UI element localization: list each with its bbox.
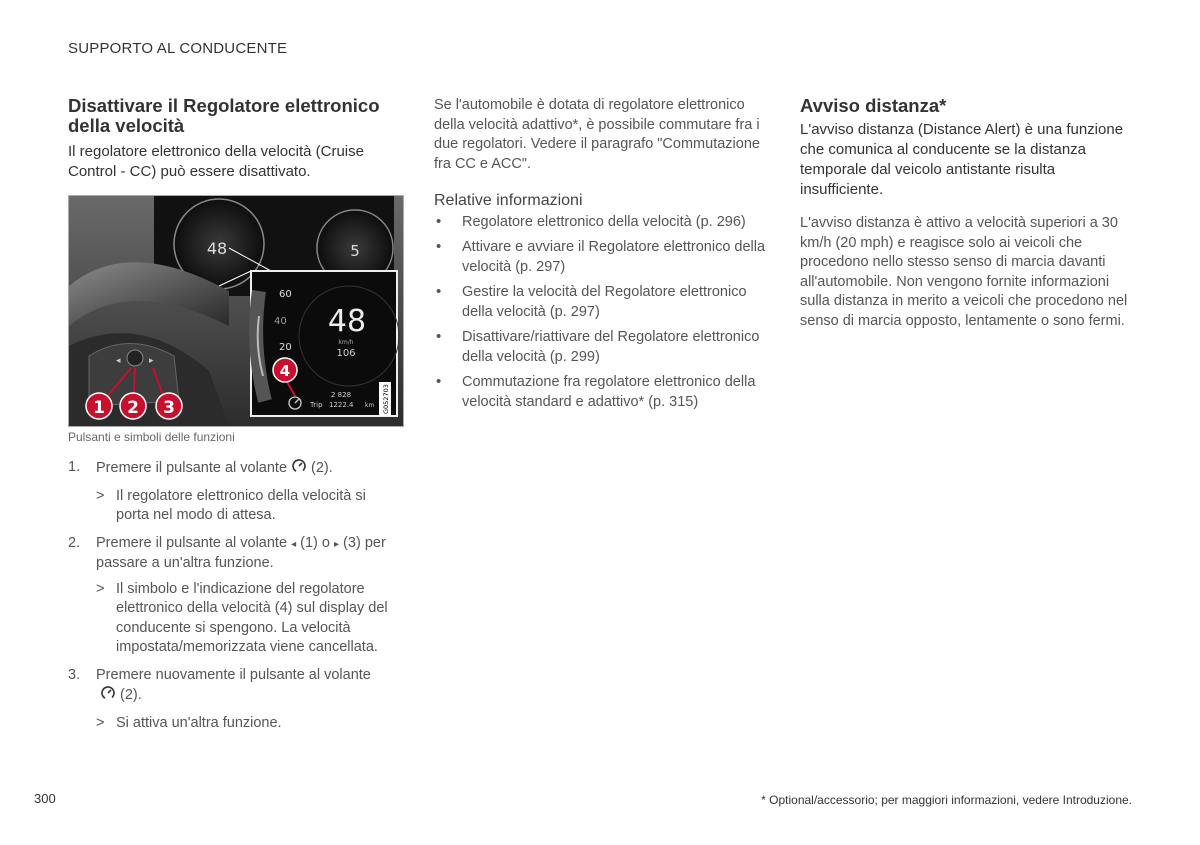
section-title-disable-cc: Disattivare il Regolatore elettronico della velocità [68,95,380,136]
result-marker: > [96,487,105,504]
svg-text:▸: ▸ [149,356,154,366]
cruise-control-icon [100,685,116,708]
step-text: Premere il pulsante al volante [96,460,288,476]
callout-4 [273,358,297,382]
step-number: 2. [68,534,81,551]
related-link[interactable]: • Gestire la velocità del Regolatore elettronico della velocità (p. 297) [434,282,774,322]
trip-value: 1222.4 [329,401,354,409]
related-link[interactable]: • Attivare e avviare il Regolatore elettronico della velocità (p. 297) [434,237,774,277]
trip-label: Trip [310,401,323,409]
odometer-readout: 2 828 [331,391,352,399]
section-title-distance-alert: Avviso distanza* [800,95,947,116]
scale-40: 40 [274,316,287,327]
step-text-end: (2). [120,687,142,703]
column-middle [434,96,774,417]
svg-text:◂: ◂ [116,356,121,366]
step-text: Premere nuovamente il pulsante al volante [96,666,371,683]
result-text: Il regolatore elettronico della velocità si porta nel modo di attesa. [116,487,366,523]
scale-60: 60 [279,289,292,300]
steps-container [68,458,398,741]
small-speed-readout: 48 [206,239,228,258]
svg-text:4: 4 [279,362,291,380]
page-number: 300 [34,791,56,806]
arrow-left-icon: ◂ [291,538,297,550]
callout-3 [156,393,182,419]
figure-code: G052703 [382,384,390,414]
step-text-end: (2). [311,460,333,476]
step-2 [68,534,398,658]
steering-wheel-illustration [69,196,403,426]
column-right [800,96,1135,331]
result-marker: > [96,714,105,731]
arrow-right-icon: ▸ [333,538,340,550]
step-text: Premere il pulsante al volante [96,534,288,551]
cruise-control-icon [291,458,307,481]
acc-switch-text: Se l'automobile è dotata di regolatore elettronico della velocità adattivo*, è possibile commutare fra i due regolatori. Vedere il paragrafo "Commutazione fra CC e ACC". [434,97,760,172]
step-result [96,580,398,658]
result-text: Il simbolo e l'indicazione del regolatore elettronico della velocità (4) sul display del conducente si spengono. La velocità impostata/memorizzata viene cancellata. [116,580,388,655]
callout-2 [120,393,146,419]
trip-unit: km [365,402,375,409]
step-number: 1. [68,459,81,475]
step-3 [68,666,398,734]
section-header: SUPPORTO AL CONDUCENTE [68,40,288,57]
set-speed-readout: 106 [336,348,356,359]
footnote: * Optional/accessorio; per maggiori informazioni, vedere Introduzione. [761,793,1132,807]
svg-text:2: 2 [127,398,139,418]
scale-20: 20 [279,342,292,353]
callout-1 [86,393,112,419]
steps-list [68,458,398,733]
related-link[interactable]: • Commutazione fra regolatore elettronico della velocità standard e adattivo* (p. 315) [434,372,774,412]
step-text-mid2: (3) [343,534,361,551]
result-marker: > [96,580,105,597]
related-link[interactable]: • Disattivare/riattivare del Regolatore elettronico della velocità (p. 299) [434,327,774,367]
step-result [96,487,398,526]
gear-readout: 5 [350,242,360,260]
step-text-mid: (1) o [300,534,330,551]
column-left [68,96,398,182]
step-result [96,714,398,734]
svg-text:1: 1 [93,398,105,418]
figure-caption: Pulsanti e simboli delle funzioni [68,430,235,444]
related-info-list [434,212,774,412]
related-link[interactable]: • Regolatore elettronico della velocità (p. 296) [434,212,774,232]
speed-unit: km/h [338,339,354,346]
intro-text: Il regolatore elettronico della velocità (Cruise Control - CC) può essere disattivato. [68,143,364,180]
related-info-heading: Relative informazioni [434,192,583,209]
instrument-figure [68,195,404,427]
step-1 [68,458,398,526]
step-number: 3. [68,666,81,683]
distance-alert-intro: L'avviso distanza (Distance Alert) è una funzione che comunica al conducente se la distanza temporale dal veicolo antistante risulta insufficiente. [800,121,1124,198]
result-text: Si attiva un'altra funzione. [116,714,282,731]
big-speed-readout: 48 [327,304,367,339]
distance-alert-body: L'avviso distanza è attivo a velocità superiori a 30 km/h (20 mph) e reagisce solo ai veicoli che procedono nello stesso senso di marcia davanti all'automobile. Non vengono fornite informazioni sulla distanza in merito a veicoli che procedono nel senso di marcia opposto, lentamente o sono fermi. [800,215,1128,329]
svg-text:3: 3 [163,398,175,418]
step-text-end: per passare a un'altra funzione. [96,534,386,571]
